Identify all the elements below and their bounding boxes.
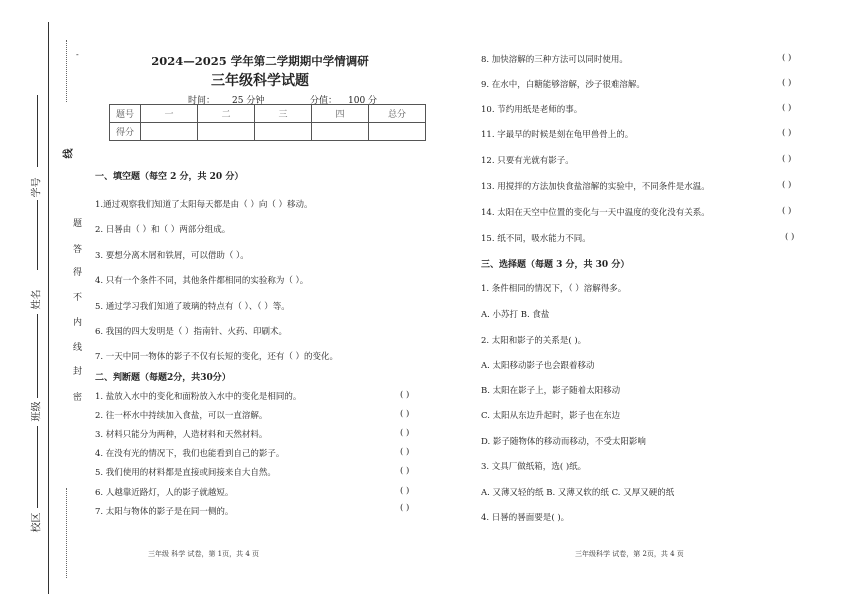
seal-char-ti: 题 <box>73 219 83 229</box>
judge-answer-10[interactable]: ( ) <box>782 103 792 113</box>
fill-question-1: 1.通过观察我们知道了太阳每天都是由（ ）向（ ）移动。 <box>95 200 313 210</box>
score-table-score-row <box>110 123 426 141</box>
judge-answer-1[interactable]: ( ) <box>400 390 410 400</box>
fill-question-7: 7. 一天中同一物体的影子不仅有长短的变化，还有（ ）的变化。 <box>95 352 339 362</box>
judge-answer-5[interactable]: ( ) <box>400 466 410 476</box>
seal-dotted-line-top <box>66 40 67 102</box>
section3-title: 三、选择题（每题 3 分，共 30 分） <box>481 260 630 270</box>
fill-question-4: 4. 只有一个条件不同，其他条件都相同的实验称为（ ）。 <box>95 276 309 286</box>
xian-mark: 线 <box>63 148 75 159</box>
judge-answer-12[interactable]: ( ) <box>782 154 792 164</box>
judge-answer-3[interactable]: ( ) <box>400 428 410 438</box>
score-table-header-row <box>110 105 426 123</box>
xiaoqu-label: 校区 <box>31 512 43 533</box>
score-value: 100 分 <box>348 96 378 106</box>
seal-char-de: 得 <box>73 268 83 278</box>
score-table <box>109 104 426 141</box>
footer-left-page: 三年级 科学 试卷，第 1页，共 4 页 <box>148 550 260 558</box>
judge-answer-8[interactable]: ( ) <box>782 53 792 63</box>
choice-question-3: 3. 文具厂做纸箱，选( )纸。 <box>481 462 587 472</box>
seal-char-xian: 线 <box>73 343 83 353</box>
seal-char-nei: 内 <box>73 318 83 328</box>
time-label: 时间： <box>188 96 216 106</box>
score-input-2[interactable] <box>198 123 255 141</box>
score-input-total[interactable] <box>369 123 426 141</box>
seal-char-da: 答 <box>73 245 83 255</box>
footer-right-page: 三年级科学 试卷，第 2页，共 4 页 <box>575 550 684 558</box>
banji-label: 班级 <box>31 401 43 422</box>
binding-border-line <box>48 22 49 594</box>
score-row-label: 得分 <box>110 123 141 141</box>
section1-title: 一、填空题（每空 2 分，共 20 分） <box>95 172 244 182</box>
fill-question-2: 2. 日晷由（ ）和（ ）两部分组成。 <box>95 225 231 235</box>
choice-2-option-d: D. 影子随物体的移动而移动，不受太阳影响 <box>481 437 646 447</box>
xuehao-underline <box>37 95 38 167</box>
score-cell-1: 一 <box>141 105 198 123</box>
seal-char-bu: 不 <box>73 293 83 303</box>
judge-question-1: 1. 盐放入水中的变化和面粉放入水中的变化是相同的。 <box>95 392 302 402</box>
xuehao-label: 学号 <box>31 177 43 198</box>
judge-answer-9[interactable]: ( ) <box>782 78 792 88</box>
judge-question-5: 5. 我们使用的材料都是直接或间接来自大自然。 <box>95 468 276 478</box>
seal-dotted-line-bottom <box>66 488 67 578</box>
fill-question-3: 3. 要想分离木屑和铁屑，可以借助（ ）。 <box>95 251 249 261</box>
seal-char-mi: 密 <box>73 393 83 403</box>
judge-answer-6[interactable]: ( ) <box>400 486 410 496</box>
judge-answer-15[interactable]: ( ) <box>785 232 795 242</box>
choice-1-options: A. 小苏打 B. 食盐 <box>481 310 550 320</box>
judge-question-6: 6. 人越靠近路灯，人的影子就越短。 <box>95 488 234 498</box>
score-cell-3: 三 <box>255 105 312 123</box>
judge-question-4: 4. 在没有光的情况下，我们也能看到自己的影子。 <box>95 449 285 459</box>
judge-question-3: 3. 材料只能分为两种，人造材料和天然材料。 <box>95 430 268 440</box>
section2-title: 二、判断题（每题2分，共30分） <box>95 373 231 383</box>
choice-2-option-b: B. 太阳在影子上，影子随着太阳移动 <box>481 386 621 396</box>
judge-question-10: 10. 节约用纸是老师的事。 <box>481 105 583 115</box>
score-input-1[interactable] <box>141 123 198 141</box>
judge-question-11: 11. 字最早的时候是刻在龟甲兽骨上的。 <box>481 130 634 140</box>
judge-answer-11[interactable]: ( ) <box>782 128 792 138</box>
judge-question-14: 14. 太阳在天空中位置的变化与一天中温度的变化没有关系。 <box>481 208 710 218</box>
top-dash-mark: - <box>76 50 79 59</box>
judge-question-2: 2. 往一杯水中持续加入食盐，可以一直溶解。 <box>95 411 268 421</box>
score-cell-total: 总分 <box>369 105 426 123</box>
choice-3-options: A. 又薄又轻的纸 B. 又薄又软的纸 C. 又厚又硬的纸 <box>481 488 675 498</box>
score-input-3[interactable] <box>255 123 312 141</box>
fill-question-5: 5. 通过学习我们知道了玻璃的特点有（ ）、（ ）等。 <box>95 302 290 312</box>
fill-question-6: 6. 我国的四大发明是（ ）指南针、火药、印刷术。 <box>95 327 288 337</box>
banji-underline <box>37 426 38 508</box>
choice-2-option-a: A. 太阳移动影子也会跟着移动 <box>481 361 595 371</box>
xuehao-underline-2 <box>37 200 38 270</box>
judge-question-7: 7. 太阳与物体的影子是在同一侧的。 <box>95 507 234 517</box>
judge-question-12: 12. 只要有光就有影子。 <box>481 156 574 166</box>
choice-2-option-c: C. 太阳从东边升起时，影子也在东边 <box>481 411 621 421</box>
xingming-underline <box>37 314 38 398</box>
judge-question-9: 9. 在水中，白糖能够溶解，沙子很难溶解。 <box>481 80 645 90</box>
choice-question-4: 4. 日晷的晷面要是( )。 <box>481 513 570 523</box>
judge-answer-7[interactable]: ( ) <box>400 503 410 513</box>
judge-answer-2[interactable]: ( ) <box>400 409 410 419</box>
judge-question-15: 15. 纸不同，吸水能力不同。 <box>481 234 591 244</box>
time-value: 25 分钟 <box>232 96 265 106</box>
score-input-4[interactable] <box>312 123 369 141</box>
exam-subtitle: 三年级科学试题 <box>211 73 309 89</box>
xingming-label: 姓名 <box>31 289 43 310</box>
choice-question-2: 2. 太阳和影子的关系是( )。 <box>481 336 587 346</box>
score-cell-4: 四 <box>312 105 369 123</box>
choice-question-1: 1. 条件相同的情况下，（ ）溶解得多。 <box>481 284 627 294</box>
exam-title: 2024—2025 学年第二学期期中学情调研 <box>151 54 369 68</box>
judge-question-13: 13. 用搅拌的方法加快食盐溶解的实验中，不同条件是水温。 <box>481 182 710 192</box>
score-label: 分值： <box>310 96 338 106</box>
score-cell-2: 二 <box>198 105 255 123</box>
judge-answer-14[interactable]: ( ) <box>782 206 792 216</box>
score-cell-tihao: 题号 <box>110 105 141 123</box>
seal-char-feng: 封 <box>73 367 83 377</box>
judge-answer-13[interactable]: ( ) <box>782 180 792 190</box>
judge-answer-4[interactable]: ( ) <box>400 447 410 457</box>
judge-question-8: 8. 加快溶解的三种方法可以同时使用。 <box>481 55 628 65</box>
